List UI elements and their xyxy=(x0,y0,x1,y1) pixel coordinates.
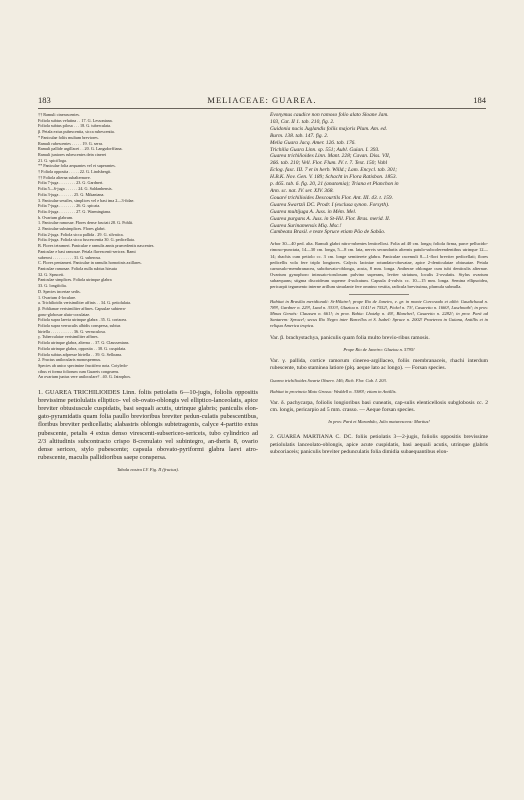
variety-delta-habitat: In prov. Pará et Maranhão, Julio maturescens: Martius! xyxy=(328,419,430,425)
synonym-line: Guarea purgans A. Juss. in St-Hil. Flor. Bras. merid. II. xyxy=(270,215,391,222)
synonym-line: Burm. 138. tab. 147. fig. 2. xyxy=(270,132,329,139)
running-title: MELIACEAE: GUAREA. xyxy=(207,95,317,105)
key-line: * Paniculae foliis multum breviores. xyxy=(38,134,99,140)
page-number-right: 184 xyxy=(473,95,486,105)
key-line: b. Ovarium glabrum. xyxy=(38,214,74,220)
key-line: Foliola subtus pilosa . . . 18. G. tuberculata. xyxy=(38,123,112,129)
key-line: Folia 5—6-juga . . . . . . 24. G. Saldanhensis. xyxy=(38,186,113,192)
key-line: Foliola subtus velutina . . 17. G. Lessoniana. xyxy=(38,117,113,123)
key-line: Paniculae ramosae. Foliola nulla subtus hirsuta xyxy=(38,265,117,271)
variety-beta: Var. β. brachystachya, paniculis quam folia multo brevio-ribus ramosis. xyxy=(270,334,430,341)
key-line: Folia 7-juga . . . . . . . . 26. G. spicata. xyxy=(38,203,101,209)
key-line: B. Flores tetrameri. Paniculae e ramulis annis praecedentis nascentes. xyxy=(38,243,155,249)
variety-gamma-habitat: Habitat in provincia Mato Grosso: Weddell n. 3380!; etiam in Antillis. xyxy=(270,388,397,394)
key-line: Paniculae simplices. Foliola utrinque glabra xyxy=(38,277,112,283)
synonym-line: Trichilia Guara Linn. sp. 551; Aubl. Guian. I. 393. xyxy=(270,146,380,153)
key-line: 33. G. longifolia. xyxy=(38,283,67,289)
key-line: C. Flores pentameri. Paniculae in ramulis hornotinis axillares. xyxy=(38,260,142,266)
key-line: Folia 4-juga. Foliola sicca fuscescentia 30. G. pedicellata. xyxy=(38,237,135,243)
key-line: Folia 4-juga . . . . . . . . 27. G. Warmingiana. xyxy=(38,208,111,214)
plate-reference: Tabula nostra LV. Fig. II (fructus). xyxy=(116,466,180,472)
key-line: Foliola supra laevia utrinque glabra . 35. G. coriacea. xyxy=(38,317,128,323)
synonym-line: Evonymus caudice non ramoso folio alato Sloane Jam. xyxy=(270,112,389,118)
key-line: Species ab unico specimine fructifero nota. Cotyledo- xyxy=(38,362,129,368)
key-line: ** Paniculae folia aequantes vel et superantes. xyxy=(38,163,116,169)
key-line: D. Species incertae sedis. xyxy=(38,288,81,294)
key-line: a. Trichilioidis verisimiliter affinis . . 34. G. petiolulata. xyxy=(38,300,131,306)
key-line: †† Ramuli cinerascentes. xyxy=(38,112,80,117)
right-column xyxy=(270,112,488,456)
synonym-line: 103, Cat. II 1. tab. 210, fig. 2. xyxy=(270,118,335,125)
key-line: β. Petala extus pubescentia, sicca rubescentia. xyxy=(38,129,115,135)
key-line: γ. Tuberculatae verisimiliter affines. xyxy=(38,334,99,340)
key-line: Foliola utrinque glabra, opposita . . 38. G. cuspidata. xyxy=(38,345,127,351)
key-line: Foliola supra verruculis albidis conspersa, subtus xyxy=(38,323,121,329)
variety-gamma: Var. γ. pallida, cortice ramorum cinereo-argillaceo, foliis membranaceis, rhachi interdum rubescente, tubo staminea latiore (plq. aeque lato ac longo). — Forsan species. xyxy=(270,357,488,372)
key-line: 1. Ovarium 4-loculare. xyxy=(38,294,77,300)
variety-beta-habitat: Prope Rio de Janeiro: Glaziou n. 5795! xyxy=(343,346,415,352)
synonym-line: 366. tab. 210; Vell. Flor. Flum. IV. t. 7. Text. 150; Vahl xyxy=(270,160,388,167)
species-description-trichilioides: 1. GUAREA TRICHILIOIDES Linn. foliis petiolatis 6—10-jugis, foliolis oppositis brevissime petiolulatis elliptico- vel ob-ovato-oblongis vel elliptico-lanceolatis, apice breviter obtusiuscule cuspidatis, basi sequali acutis, utrinque glabris; paniculis elon-gato-pyramidatis quam folia paullo brevioribus breviter pedun-culatis pubescentibus, floribus breviter pedicellatis; alabastris oblongis subtetragonis, calyce 4-partito extus pubescente, petalis 4 extus denso virescenti-subsericeo-sericeis, tubo cylindrico ad 2/3 altitudinis subcontracto crispo 8-crenulato vel subintegro, an-theris 8, ovario dense sericeo, stylo pubescente; capsula obovato-pyriformi glabra laevi atro-rubescente, maculis pallidioribus saepe conspersa. xyxy=(38,389,258,461)
header-rule xyxy=(38,108,486,109)
divider xyxy=(349,294,409,295)
synonym-line: Melia Guara Jacq. Amer. 126. tab. 176. xyxy=(270,139,356,146)
key-line: †† Foliola alterna subalternave. xyxy=(38,174,91,180)
key-line: 2. Paniculae subsimplices. Flores glabri. xyxy=(38,226,106,232)
variety-delta: Var. δ. pachycarpa, foliolis longioribus basi cuneatis, cap-sulis elenticellosis subglobosis cc. 2 cm. longis, pericarpio ad 5 mm. crasso. — Aeque forsan species. xyxy=(270,399,488,413)
synonymy-list xyxy=(270,112,488,236)
key-line: Ramuli juniores rubescentes dein cinerei xyxy=(38,151,107,157)
habitat-note: Habitat in Brasilia meridionali: St-Hilaire!; prope Rio de Janeiro, e. gr. in monte Corcovado et alibi: Gaudichaud n. 789!, Gardner n. 229!, Lund n. 3333!, Glaziou n. 1141! et 7552!, Pickel n. 73!, Casaretto n. 1660!, Luschnath!; in prov. Minas Geraës: Claussen n. 661!; in prov. Bahia: Lhotzky n. 40!, Blanchet!, Casaretto n. 2282!; in prov. Pará ad Santarem: Spruce!; secus Rio Negro inter Barcellos et S. Isabel: Spruce n. 2002! Praeterea in Guiana, Antillis et in reliqua America tropica. xyxy=(270,299,488,329)
synonym-line: Gouaré trichilioides Descourtils Flor. Ant. III. 43. t. 159. xyxy=(270,194,393,201)
key-line: † Foliola opposita . . . . . 22. G. Lindsbergii. xyxy=(38,169,112,175)
synonym-line: Guidonia nucis Juglandis foliis majoris Plum. Am. ed. xyxy=(270,125,387,132)
synonym-line: Ann. sc. nat. IV. ser. XIV. 368. xyxy=(270,187,334,194)
species-description-martiana: 2. GUAREA MARTIANA C. DC. foliis petiolatis 3—2-jugis, foliolis oppositis brevissime petiolulatis lanceolato-oblongis, apice acute cuspidatis, basi aequali acutis, utrinque glabris subcoriaceis; paniculis breviter pedunculatis folia dimidia subaequantibus elon- xyxy=(270,434,488,455)
key-line: Paniculae e basi ramosae. Petala flavescenti-sericea. Rami xyxy=(38,248,136,254)
synonym-line: H.B.K. Nov. Gen. V. 189; Schacht in Flora Ratisbon. 1853. xyxy=(270,174,397,181)
synonym-line: p. 465. tab. 6. fig. 20, 21 (anatomia); Triana et Planchon in xyxy=(270,181,399,188)
synonym-line: Guarea Surinamensis Miq. Msc.! xyxy=(270,222,342,229)
key-line: Ramuli rubescentes . . . . . 19. G. serra. xyxy=(38,140,104,146)
key-line: Foliola subtus adpresse hirtella . . 39. G. Selloana. xyxy=(38,351,123,357)
key-line: 3. Paniculae sessiles, simplices vel e basi ima 2—3-fidae. xyxy=(38,197,135,203)
species-key xyxy=(38,112,258,380)
synonym-line: Eclog. fasc. III. 7 et in herb. Willd.; Lam. Encycl. tab. 301; xyxy=(270,167,398,174)
key-line: An ovarium junius vere uniloculare? . 40. G. Jatrophos. xyxy=(38,374,132,380)
key-line: Folia 2-juga. Foliola sicca pallida . 29. G. silvatica. xyxy=(38,231,124,237)
key-line: Ramuli pallide argillacei . . 20. G. Langsdorffiana. xyxy=(38,146,123,152)
page-number-left: 183 xyxy=(38,95,51,105)
key-line: cibus et forma foliorum cum Guareis congruens. xyxy=(38,368,120,374)
key-line: β. Pohlianae verisimiliter affines. Capsulae subterra- xyxy=(38,305,126,311)
key-line: 21. G. spicifloga. xyxy=(38,157,67,163)
key-line: gono-globosae aluto-coculatae. xyxy=(38,311,91,317)
key-line: suberosi . . . . . . . . . . 31. G. suberosa. xyxy=(38,254,102,260)
key-line: hirtella . . . . . . . . . . . 36. G. verruculosa. xyxy=(38,328,106,334)
morphological-description: Arbor 30—40 ped. alta. Ramuli glabri nitro-rubentes lenticellosi. Folia ad 40 cm. longa; foliola firma, parce pellucido-rimoso-punctata, 14—30 cm. longa, 5—8 cm. lata, nervis secundariis alternis patulo-subcolerendentibus utrinque 12—14; rhachis cum petiolo cc. 3 cm. longe semiterete glabra. Paniculae racemuli 8—1-flori breviter pedicellati; flores pedicellis vola fere triplo longiores. Calycis laciniae rotundato-obovatae, apice 2-denticulatae obtusatae. Petala carnosulo-membranacea, subobovato-oblonga, acuta, 8 mm. longa. Antherae oblongae cum tubi denticulis alternae. Ovarium gynophoro intrusato-torulosum pulvino superans, leviter striatum, loculis 2-ovulatis. Stylus ovarium subaequans; stigma discoideum superne 4-sulcatum. Capsula 4-valvis cc. 10—15 mm. longa. Semina ellipsoidea, pericarpii tegumento interne arillum simulante fere omnino vestita, radicula brevissima, plumula subnulla. xyxy=(270,241,488,289)
key-line: Foliola utrinque glabra, alterna . . 37. G. Claussenians. xyxy=(38,340,130,346)
key-line: Folia 7-juga . . . . . . . . 23. G. Gardneri. xyxy=(38,180,104,186)
synonym-line: Cambeata Brasil. e teste Spruce etiam Pão de Sabão. xyxy=(270,229,386,236)
running-header xyxy=(38,95,486,109)
synonym-line: Guarea multijuga A. Juss. in Mém. Mel. xyxy=(270,208,357,215)
synonym-line: Guarea Swartzii DC. Prodr. I (exclusa synon. Forsyth). xyxy=(270,201,390,208)
left-column xyxy=(38,112,258,473)
synonym-line: Guarea trichilioides Linn. Mant. 228; Cavan. Diss. VII, xyxy=(270,153,391,160)
key-line: 2. Fructus unilocularis monospermus. xyxy=(38,357,102,363)
key-line: Folia 3-juga . . . . . . . 25. G. Mikaniana. xyxy=(38,191,105,197)
key-line: 32. G. Spruceii. xyxy=(38,271,65,277)
key-line: 1. Paniculae ramosae. Flores dense fasciati 28. G. Pohlii. xyxy=(38,220,134,226)
variety-gamma-synonym: Guarea trichilioides Swartz Observ. 146; Rich. Flor. Cub. I. 203. xyxy=(270,377,387,383)
